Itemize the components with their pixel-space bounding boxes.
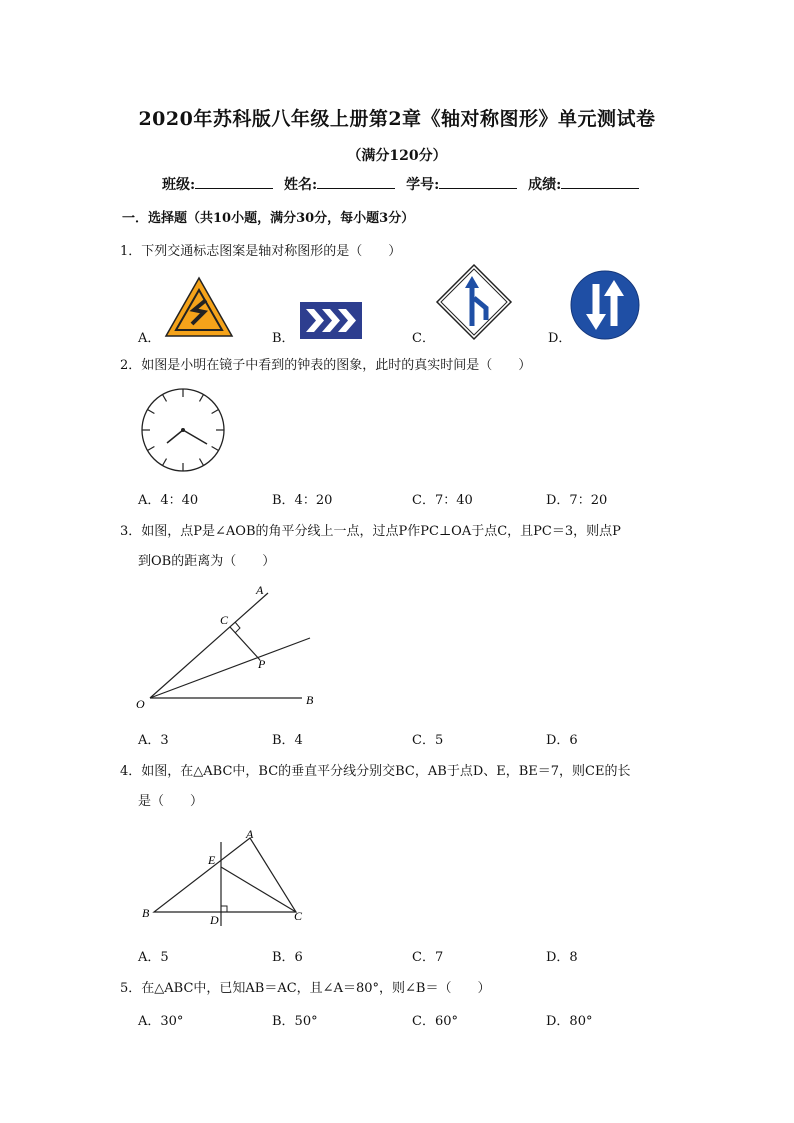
q4-option-a: A．5 [138,950,169,965]
label-C: C [294,909,303,923]
mirror-clock-figure [141,388,225,472]
q4-option-c: C．7 [412,950,444,965]
label-B: B [142,906,150,920]
q3-option-c: C．5 [412,733,444,748]
question-3-stem-line1: 3．如图，点P是∠AOB的角平分线上一点，过点P作PC⊥OA于点C，且PC＝3，则点P [120,524,621,539]
q2-option-a: A．4：40 [138,493,199,508]
q2-option-c: C．7：40 [412,493,473,508]
label-P: P [258,657,266,671]
label-B: B [306,693,314,707]
name-blank [317,175,395,189]
merge-lane-sign-icon [436,264,512,340]
label-A: A [246,827,254,841]
q5-option-d: D．80° [546,1014,593,1029]
chevron-arrow-sign-icon [300,302,362,339]
question-4-stem-line2: 是（ ） [138,794,204,809]
label-D: D [210,913,219,927]
q5-option-c: C．60° [412,1014,458,1029]
q3-option-b: B．4 [272,733,303,748]
warning-sign-icon [164,276,234,338]
q3-option-d: D．6 [546,733,578,748]
q2-option-d: D．7：20 [546,493,608,508]
q2-option-b: B．4：20 [272,493,333,508]
q1-option-a: A． [138,331,161,346]
id-label: 学号: [406,177,440,193]
class-label: 班级: [162,177,196,193]
q1-option-d: D． [548,331,572,346]
id-blank [439,175,517,189]
label-O: O [136,697,145,711]
two-way-arrows-sign-icon [570,270,640,340]
question-4-stem-line1: 4．如图，在△ABC中，BC的垂直平分线分别交BC，AB于点D、E，BE＝7，则CE的长 [120,764,631,779]
page-subtitle: （满分120分） [347,148,447,164]
question-2-stem: 2．如图是小明在镜子中看到的钟表的图象，此时的真实时间是（ ） [120,358,532,373]
student-info-line [162,174,645,194]
q4-option-d: D．8 [546,950,578,965]
q4-option-b: B．6 [272,950,303,965]
q1-option-b: B． [272,331,295,346]
page-title: 2020年苏科版八年级上册第2章《轴对称图形》单元测试卷 [138,108,656,130]
question-5-stem: 5．在△ABC中，已知AB＝AC，且∠A＝80°，则∠B＝（ ） [120,981,491,996]
label-C: C [220,613,229,627]
label-A: A [256,583,264,597]
angle-bisector-figure [130,578,330,718]
class-blank [195,175,273,189]
q5-option-b: B．50° [272,1014,318,1029]
question-1-stem: 1．下列交通标志图案是轴对称图形的是（ ） [120,244,402,259]
q5-option-a: A．30° [138,1014,184,1029]
name-label: 姓名: [284,177,318,193]
perpendicular-bisector-figure [136,822,316,932]
score-label: 成绩: [528,177,562,193]
question-3-stem-line2: 到OB的距离为（ ） [138,554,276,569]
score-blank [561,175,639,189]
section-heading: 一．选择题（共10小题，满分30分，每小题3分） [122,211,415,226]
q1-option-c: C． [412,331,435,346]
label-E: E [208,853,216,867]
q3-option-a: A．3 [138,733,169,748]
